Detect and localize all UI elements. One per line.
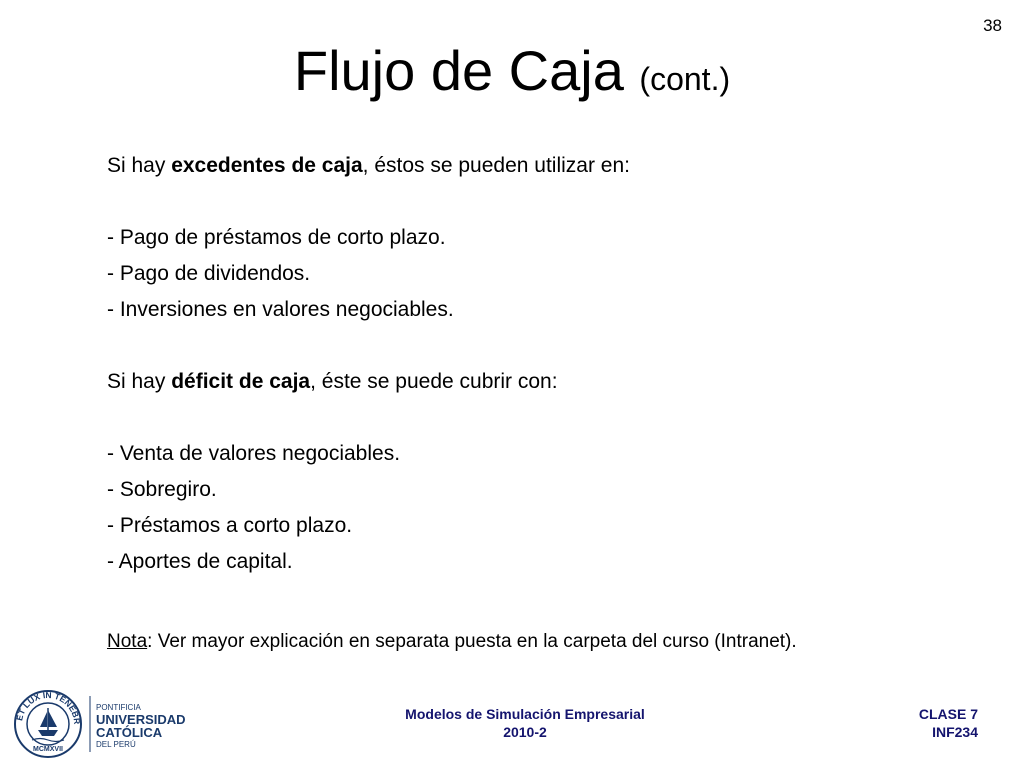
logo-line4: DEL PERÚ bbox=[96, 740, 136, 749]
university-logo bbox=[10, 684, 210, 760]
course-code: INF234 bbox=[932, 724, 978, 740]
surplus-prefix: Si hay bbox=[107, 154, 172, 177]
note-label: Nota bbox=[107, 631, 148, 652]
surplus-item: - Inversiones en valores negociables. bbox=[107, 298, 454, 321]
deficit-suffix: , éste se puede cubrir con: bbox=[310, 370, 558, 393]
deficit-item: - Préstamos a corto plazo. bbox=[107, 514, 353, 537]
seal-text: ET LUX IN TENEBR bbox=[14, 689, 83, 725]
class-number: CLASE 7 bbox=[918, 706, 978, 722]
logo-line2: UNIVERSIDAD bbox=[96, 712, 186, 727]
note bbox=[107, 625, 797, 659]
note-text: : Ver mayor explicación en separata puesta en la carpeta del curso (Intranet). bbox=[147, 631, 797, 652]
logo-line3: CATÓLICA bbox=[96, 725, 163, 740]
surplus-intro bbox=[107, 148, 987, 184]
footer-course bbox=[370, 705, 680, 741]
surplus-item: - Pago de dividendos. bbox=[107, 262, 311, 285]
surplus-bold: excedentes de caja bbox=[171, 154, 363, 177]
deficit-item: - Sobregiro. bbox=[107, 478, 217, 501]
deficit-bold: déficit de caja bbox=[171, 370, 311, 393]
seal-year: MCMXVII bbox=[33, 746, 63, 753]
surplus-item: - Pago de préstamos de corto plazo. bbox=[107, 226, 446, 249]
deficit-intro bbox=[107, 364, 987, 400]
slide-title bbox=[0, 36, 1024, 114]
title-sub: (cont.) bbox=[639, 61, 731, 97]
deficit-item: - Aportes de capital. bbox=[107, 550, 293, 573]
university-logo-icon bbox=[10, 684, 210, 760]
course-term: 2010-2 bbox=[503, 724, 547, 740]
deficit-item: - Venta de valores negociables. bbox=[107, 442, 401, 465]
title-main: Flujo de Caja bbox=[293, 39, 624, 102]
deficit-prefix: Si hay bbox=[107, 370, 172, 393]
logo-line1: PONTIFICIA bbox=[96, 703, 141, 712]
footer-class bbox=[919, 705, 978, 741]
surplus-suffix: , éstos se pueden utilizar en: bbox=[362, 154, 630, 177]
slide-number: 38 bbox=[983, 16, 1002, 35]
course-name: Modelos de Simulación Empresarial bbox=[405, 706, 645, 722]
slide-body bbox=[107, 148, 987, 580]
